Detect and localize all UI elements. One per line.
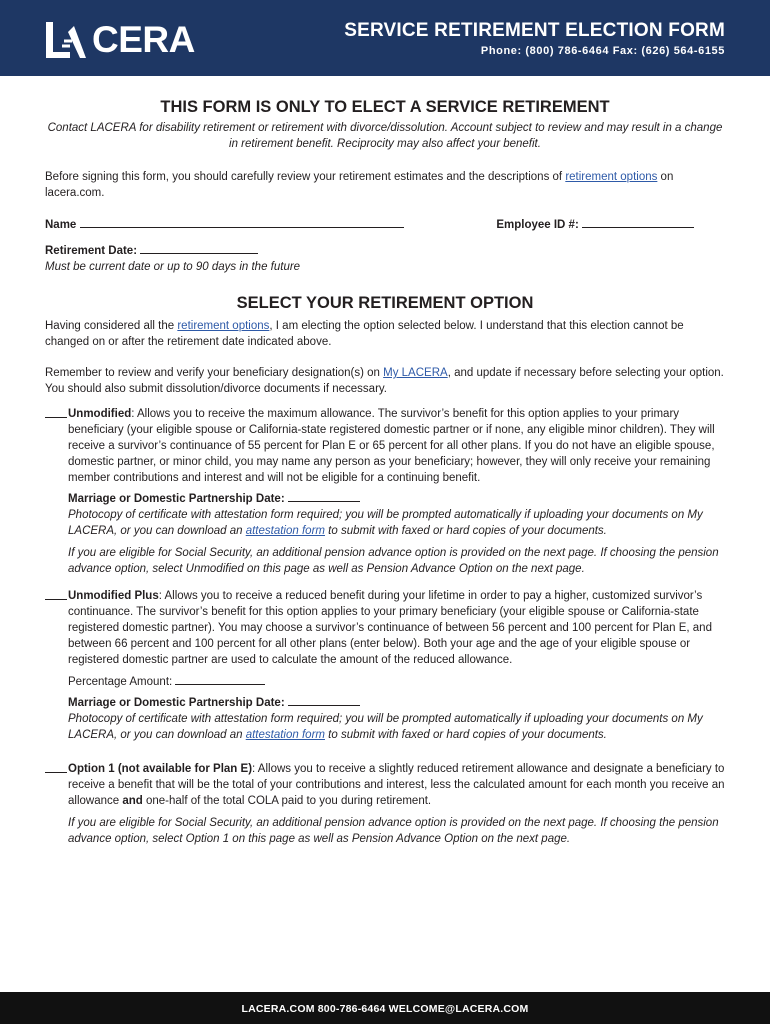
intro-subtitle: Contact LACERA for disability retirement or retirement with divorce/dissolution. Account subject to review and may result in a change in retirement benefit. Reciprocity may also affect your benefit. — [47, 122, 723, 150]
employee-id-field[interactable]: Employee ID #: — [496, 216, 694, 233]
logo-wordmark: CERA — [92, 19, 195, 60]
unmodified-marriage-date-line[interactable] — [288, 490, 360, 502]
unmodified-plus-select-line[interactable] — [45, 599, 67, 600]
attestation-form-link[interactable]: attestation form — [245, 525, 325, 537]
option-1-description: Option 1 (not available for Plan E): Allows you to receive a slightly reduced retirement allowance and designate a beneficiary to receive a benefit that will be the total of your contributions and interest, less the calculated amount for each month you receive an allowance and one-half of the total COLA paid to you during retirement. — [68, 763, 725, 807]
option-1 — [45, 761, 725, 847]
unmodified-photocopy-note: Photocopy of certificate with attestation form required; you will be prompted automatically if uploading your documents on My LACERA, or you can download an attestation form to submit with faxed or hard copies of your documents. — [68, 509, 703, 537]
percentage-amount-field[interactable]: Percentage Amount: — [68, 673, 725, 690]
header-banner — [0, 0, 770, 76]
retirement-date-field[interactable]: Retirement Date: — [45, 242, 725, 259]
retirement-options-link[interactable]: retirement options — [565, 171, 658, 183]
name-field[interactable]: Name — [45, 216, 404, 233]
beneficiary-paragraph: Remember to review and verify your beneficiary designation(s) on My LACERA, and update if necessary before selecting your option. You should also submit dissolution/divorce documents if necessary. — [45, 367, 724, 395]
employee-id-input-line[interactable] — [582, 216, 694, 228]
unmodified-description: Unmodified: Allows you to receive the maximum allowance. The survivor’s benefit for this option applies to your primary beneficiary (your eligible spouse or California-state registered domestic partner or if none, any eligible minor children). They will receive a survivor’s continuance of 55 percent for Plan E or 65 percent for all other plans. If you do not have an eligible spouse, domestic partner, or minor child, you may name any person as your beneficiary; however, they will only receive your remaining member contributions and interest and will not be eligible for a continuing benefit. — [68, 408, 715, 484]
unmodified-plus-photocopy-note: Photocopy of certificate with attestation form required; you will be prompted automatically if uploading your documents on My LACERA, or you can download an attestation form to submit with faxed or hard copies of your documents. — [68, 713, 703, 741]
my-lacera-link[interactable]: My LACERA — [383, 367, 448, 379]
unmodified-marriage-date-field[interactable]: Marriage or Domestic Partnership Date: — [68, 490, 725, 507]
election-paragraph: Having considered all the retirement options, I am electing the option selected below. I understand that this election cannot be changed on or after the retirement date indicated above. — [45, 320, 684, 348]
option-unmodified-plus — [45, 588, 725, 743]
option-1-ss-note: If you are eligible for Social Security, an additional pension advance option is provided on the next page. If choosing the pension advance option, select Option 1 on this page as well as Pension Advance Option on the next page. — [68, 817, 719, 845]
retirement-date-note: Must be current date or up to 90 days in the future — [45, 261, 301, 273]
attestation-form-link-2[interactable]: attestation form — [245, 729, 325, 741]
option-1-select-line[interactable] — [45, 772, 67, 773]
lacera-logo — [44, 20, 195, 60]
select-option-title: SELECT YOUR RETIREMENT OPTION — [236, 294, 534, 312]
unmodified-ss-note: If you are eligible for Social Security, an additional pension advance option is provided on the next page. If choosing the pension advance option, select Unmodified on this page as well as Pension Advance Option on the next page. — [68, 547, 719, 575]
intro-paragraph: Before signing this form, you should carefully review your retirement estimates and the descriptions of retirement options on lacera.com. — [45, 171, 674, 199]
intro-title: THIS FORM IS ONLY TO ELECT A SERVICE RETIREMENT — [160, 98, 610, 116]
lacera-logo-mark-icon — [44, 20, 92, 60]
unmodified-plus-marriage-date-line[interactable] — [288, 694, 360, 706]
unmodified-plus-marriage-date-field[interactable]: Marriage or Domestic Partnership Date: — [68, 694, 725, 711]
contact-phone-fax: Phone: (800) 786-6464 Fax: (626) 564-6155 — [480, 45, 725, 57]
option-unmodified — [45, 406, 725, 577]
unmodified-select-line[interactable] — [45, 417, 67, 418]
percentage-amount-line[interactable] — [175, 673, 265, 685]
form-body — [45, 98, 725, 847]
footer-bar: LACERA.COM 800-786-6464 WELCOME@LACERA.COM — [0, 992, 770, 1024]
name-id-row — [45, 216, 725, 233]
retirement-date-input-line[interactable] — [140, 242, 258, 254]
form-title: SERVICE RETIREMENT ELECTION FORM — [344, 20, 725, 41]
retirement-options-link-2[interactable]: retirement options — [177, 320, 270, 332]
unmodified-plus-description: Unmodified Plus: Allows you to receive a reduced benefit during your lifetime in order to pay a higher, customized survivor’s continuance. The survivor’s benefit for this option applies to your primary beneficiary (your eligible spouse or California-state registered domestic partner). You may choose a survivor’s continuance of between 56 percent and 100 percent for Plan E, and between 66 percent and 100 percent for all other plans (enter below). Both your age and the age of your eligible spouse or registered domestic partner are used to calculate the amount of the reduced allowance. — [68, 590, 712, 666]
name-input-line[interactable] — [80, 216, 404, 228]
